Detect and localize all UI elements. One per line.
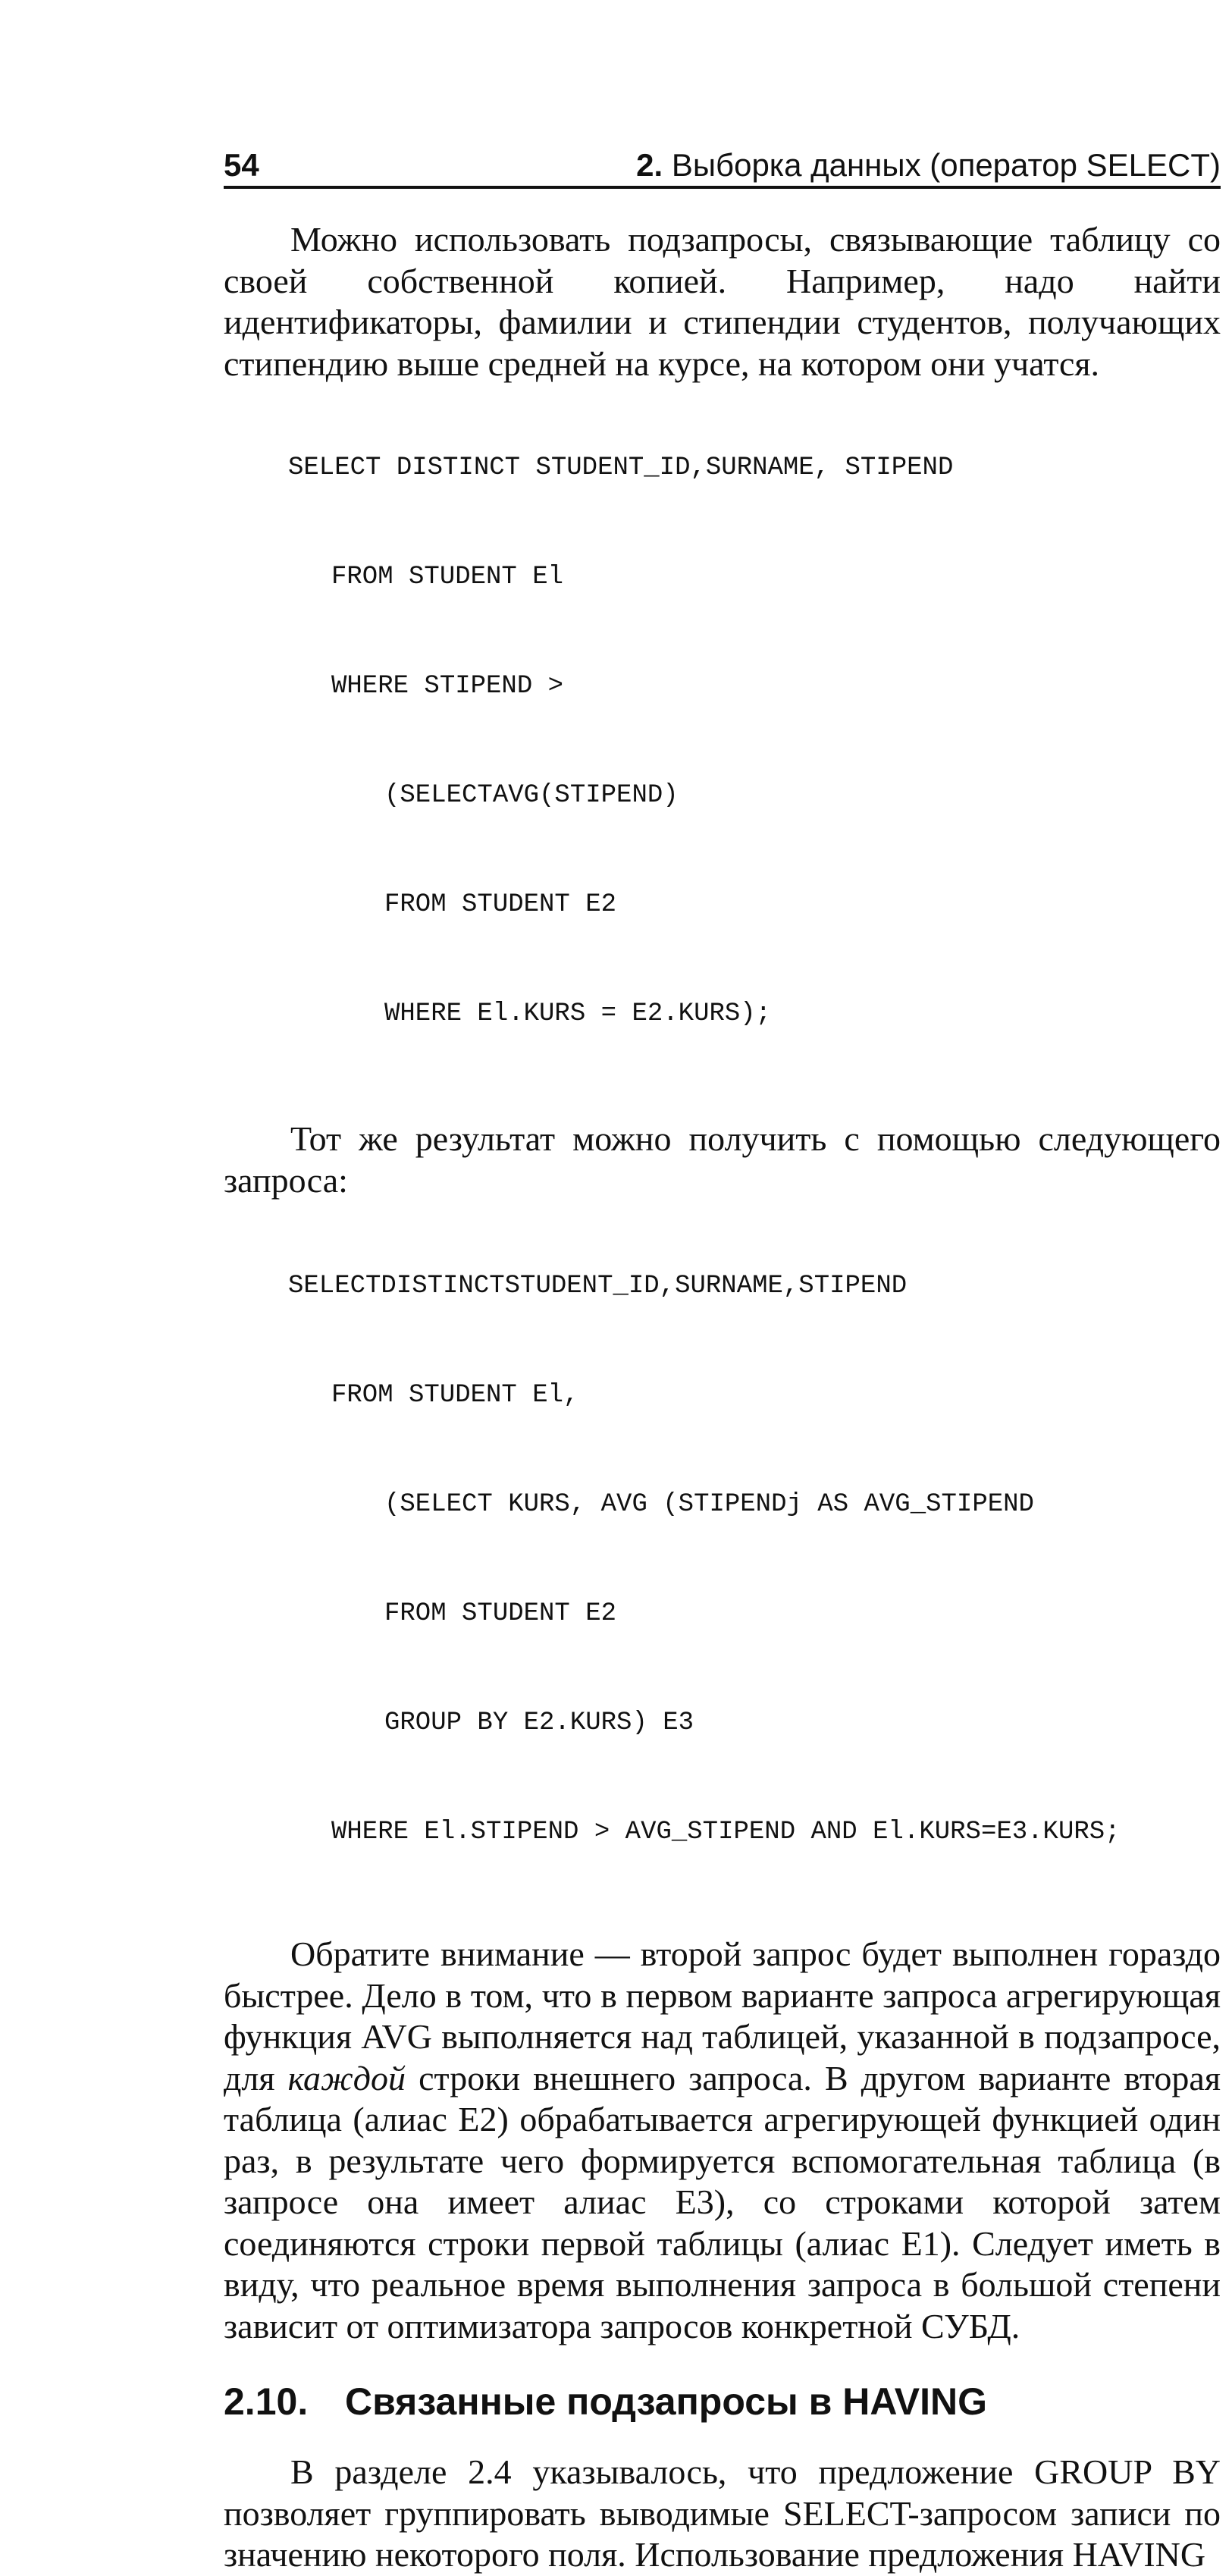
chapter-title <box>636 148 1221 183</box>
text-run: строки внешнего запроса. В другом варианте вторая таблица (алиас E2) обрабатывается агрегирующей функцией один раз, в результате чего формируется вспомогательная таблица (в запросе она имеет алиас E3), со строками которой затем соединяются строки первой таблицы (алиас E1). Следует иметь в виду, что реальное время выполнения запроса в большой степени зависит от оптимизатора запросов конкретной СУБД. <box>224 2058 1221 2345</box>
paragraph-same-result: Тот же результат можно получить с помощью следующего запроса: <box>224 1119 1221 1200</box>
code-line: FROM STUDENT E2 <box>384 1599 617 1628</box>
paragraph-subquery-intro: Можно использовать подзапросы, связывающие таблицу со своей собственной копией. Например, надо найти идентификаторы, фамилии и стипендии студентов, получающих стипендию выше средней на курсе, на котором они учатся. <box>224 220 1221 383</box>
emphasis-text: каждой <box>287 2058 406 2098</box>
code-line: SELECT DISTINCT STUDENT_ID,SURNAME, STIPEND <box>288 453 954 482</box>
code-line: WHERE STIPEND > <box>331 672 564 701</box>
running-header <box>224 148 1221 189</box>
paragraph-having-intro: В разделе 2.4 указывалось, что предложение GROUP BY позволяет группировать выводимые SELECT-запросом записи по значению некоторого поля. Использование предложения HAVING <box>224 2452 1221 2574</box>
section-title: Связанные подзапросы в HAVING <box>345 2380 987 2423</box>
code-line: (SELECTAVG(STIPEND) <box>384 781 679 810</box>
code-block-2 <box>224 1210 1221 1926</box>
code-line: SELECTDISTINCTSTUDENT_ID,SURNAME,STIPEND <box>288 1272 908 1301</box>
paragraph-performance-note <box>224 1934 1221 2347</box>
code-line: FROM STUDENT E2 <box>384 890 617 919</box>
code-line: FROM STUDENT El <box>331 563 564 591</box>
code-line: WHERE El.STIPEND > AVG_STIPEND AND El.KURS=E3.KURS; <box>331 1818 1121 1846</box>
chapter-number: 2. <box>636 147 663 183</box>
section-heading <box>224 2380 1221 2423</box>
code-block-1 <box>224 392 1221 1108</box>
code-line: (SELECT KURS, AVG (STIPENDj AS AVG_STIPEND <box>384 1490 1034 1519</box>
code-line: GROUP BY E2.KURS) E3 <box>384 1708 694 1737</box>
text-run: Обратите внимание — второй запрос будет выполнен гораздо быстрее. Дело в том, что в первом варианте запроса агрегирующая функция AVG выполняется над таблицей, указанной в подзапросе, для <box>224 1934 1221 2098</box>
page-number: 54 <box>224 147 259 183</box>
code-line: WHERE El.KURS = E2.KURS); <box>384 999 772 1028</box>
section-number: 2.10. <box>224 2380 309 2423</box>
code-line: FROM STUDENT El, <box>331 1381 579 1410</box>
book-page <box>224 148 1221 2576</box>
chapter-title-text: Выборка данных (оператор SELECT) <box>671 147 1221 183</box>
